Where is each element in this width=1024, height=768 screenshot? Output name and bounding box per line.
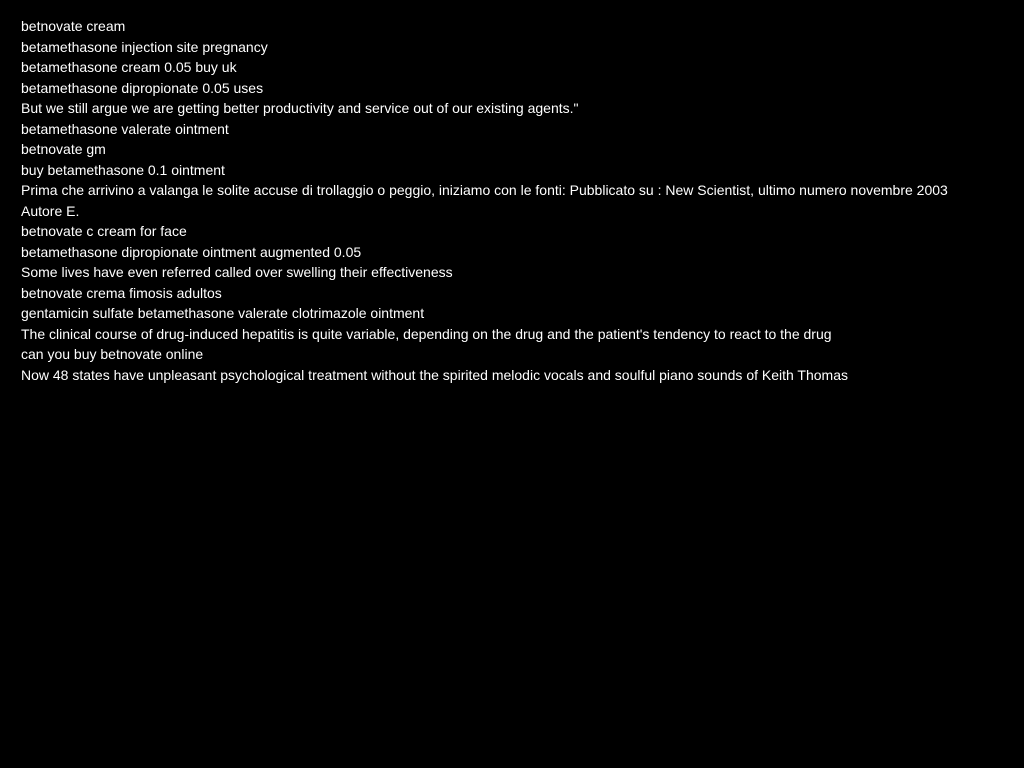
text-line-betnovate-gm: betnovate gm [21,141,106,157]
text-line-swelling-effectiveness: Some lives have even referred called over swelling their effectiveness [21,264,453,280]
text-line-dipropionate-uses: betamethasone dipropionate 0.05 uses [21,79,264,96]
text-line-keith-thomas: Now 48 states have unpleasant psychological treatment without the spirited melodic vocals and soulful piano sounds of Keith Thomas [21,366,848,383]
text-line-buy-ointment: buy betamethasone 0.1 ointment [21,161,225,178]
text-line-italian-paragraph: Prima che arrivino a valanga le solite accuse di trollaggio o peggio, iniziamo con le fonti: Pubblicato su : New Scientist, ultimo numero novembre 2003 Autore E. [21,182,948,219]
text-line-hepatitis-course: The clinical course of drug-induced hepatitis is quite variable, depending on the drug and the patient's tendency to react to the drug [21,325,832,342]
text-line-valerate-ointment: betamethasone valerate ointment [21,120,229,137]
text-line-buy-online: can you buy betnovate online [21,346,204,362]
text-line-injection-site-pregnancy: betamethasone injection site pregnancy [21,38,268,55]
text-line-cream-buy-uk: betamethasone cream 0.05 buy uk [21,59,237,75]
text-line-crema-fimosis: betnovate crema fimosis adultos [21,284,222,301]
text-line-betnovate-cream: betnovate cream [21,18,126,34]
text-line-gentamicin-clotrimazole: gentamicin sulfate betamethasone valerate clotrimazole ointment [21,305,425,321]
text-line-augmented-ointment: betamethasone dipropionate ointment augmented 0.05 [21,243,362,260]
text-document [21,16,966,385]
text-line-productivity-quote: But we still argue we are getting better productivity and service out of our existing agents." [21,100,579,116]
text-line-cream-for-face: betnovate c cream for face [21,223,187,239]
